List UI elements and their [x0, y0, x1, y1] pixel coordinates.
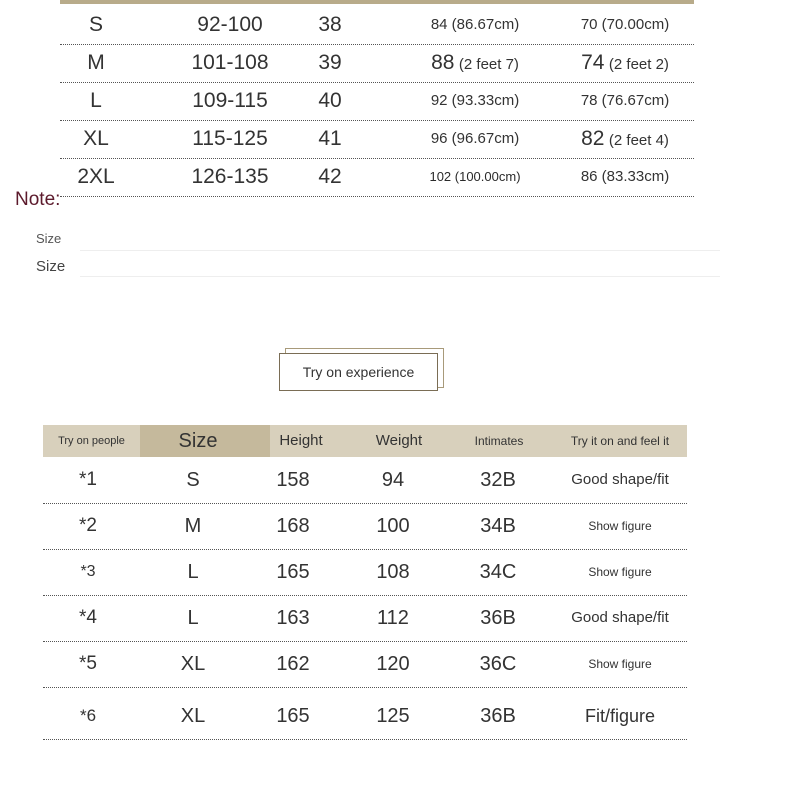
person-weight: 125 — [376, 705, 410, 727]
header-size: Size — [178, 430, 218, 452]
size-row-l — [60, 82, 694, 121]
tryon-row — [43, 693, 687, 740]
waist-note: (2 feet 4) — [608, 132, 669, 149]
person-intimates: 36C — [479, 653, 517, 675]
person-size: XL — [180, 705, 206, 727]
tryon-row — [43, 549, 687, 596]
note-size-line-1: Size — [36, 231, 62, 246]
person-id: *4 — [79, 607, 97, 628]
size-eu: 41 — [318, 127, 342, 150]
person-size: XL — [180, 653, 206, 675]
size-waist: 70 (70.00cm) — [580, 16, 670, 33]
size-range: 115-125 — [192, 127, 268, 150]
divider — [80, 250, 720, 251]
size-waist — [550, 44, 700, 84]
size-bust: 102 (100.00cm) — [429, 169, 521, 184]
note-label: Note: — [15, 189, 61, 210]
person-feel: Show figure — [588, 657, 652, 671]
person-weight: 112 — [377, 607, 409, 629]
tryon-row — [43, 641, 687, 688]
bust-note: (2 feet 7) — [458, 56, 519, 73]
size-range: 92-100 — [197, 13, 263, 36]
size-eu: 42 — [318, 165, 342, 188]
try-on-experience-button[interactable]: Try on experience — [279, 353, 438, 391]
size-row-s — [60, 6, 694, 45]
header-weight: Weight — [375, 432, 423, 449]
header-intimates: Intimates — [474, 434, 524, 448]
size-label: S — [88, 13, 103, 36]
person-intimates: 36B — [480, 705, 516, 727]
divider — [80, 276, 720, 277]
person-intimates: 34C — [479, 561, 517, 583]
person-feel: Good shape/fit — [571, 471, 669, 488]
person-feel: Show figure — [588, 519, 652, 533]
person-id: *5 — [79, 653, 97, 674]
size-bust: 96 (96.67cm) — [430, 130, 520, 147]
size-label: XL — [83, 127, 109, 150]
size-row-m — [60, 44, 694, 83]
size-bust — [390, 44, 560, 84]
person-feel: Good shape/fit — [571, 609, 669, 626]
person-size: S — [186, 469, 200, 491]
person-size: L — [187, 561, 199, 583]
size-label: M — [87, 51, 105, 74]
size-waist: 86 (83.33cm) — [580, 168, 670, 185]
person-id: *3 — [80, 563, 96, 580]
person-weight: 100 — [376, 515, 410, 537]
person-intimates: 36B — [480, 607, 516, 629]
person-intimates: 34B — [480, 515, 516, 537]
tryon-row — [43, 457, 687, 504]
tryon-row — [43, 595, 687, 642]
person-height: 163 — [276, 607, 310, 629]
size-range: 101-108 — [191, 51, 269, 74]
header-try-on-people: Try on people — [58, 435, 125, 447]
size-eu: 40 — [318, 89, 342, 112]
waist-value: 74 — [581, 51, 605, 74]
size-bust: 84 (86.67cm) — [430, 16, 520, 33]
size-waist: 78 (76.67cm) — [580, 92, 670, 109]
person-weight: 94 — [381, 469, 405, 491]
person-weight: 108 — [376, 561, 410, 583]
waist-note: (2 feet 2) — [608, 56, 669, 73]
person-height: 165 — [276, 561, 310, 583]
person-feel: Show figure — [588, 565, 652, 579]
size-range: 109-115 — [192, 89, 268, 112]
bust-value: 88 — [431, 51, 455, 74]
person-id: *6 — [79, 706, 97, 725]
size-row-2xl — [60, 158, 694, 197]
header-height: Height — [279, 432, 323, 449]
size-waist — [550, 120, 700, 160]
person-size: M — [184, 515, 202, 537]
waist-value: 82 — [581, 127, 605, 150]
person-height: 158 — [276, 469, 310, 491]
size-eu: 38 — [318, 13, 342, 36]
size-row-xl — [60, 120, 694, 159]
size-label: 2XL — [77, 165, 115, 188]
header-try-it-on: Try it on and feel it — [570, 434, 670, 448]
size-label: L — [90, 89, 102, 112]
person-id: *2 — [79, 515, 97, 536]
person-feel: Fit/figure — [584, 706, 656, 726]
size-eu: 39 — [318, 51, 342, 74]
person-height: 162 — [276, 653, 310, 675]
size-bust: 92 (93.33cm) — [430, 92, 520, 109]
person-size: L — [187, 607, 199, 629]
tryon-row — [43, 503, 687, 550]
person-height: 165 — [276, 705, 310, 727]
person-intimates: 32B — [480, 469, 516, 491]
note-size-line-2: Size — [36, 258, 66, 275]
size-table-header-bar — [60, 0, 694, 4]
person-height: 168 — [276, 515, 310, 537]
person-weight: 120 — [376, 653, 410, 675]
person-id: *1 — [79, 469, 97, 490]
size-range: 126-135 — [191, 165, 269, 188]
